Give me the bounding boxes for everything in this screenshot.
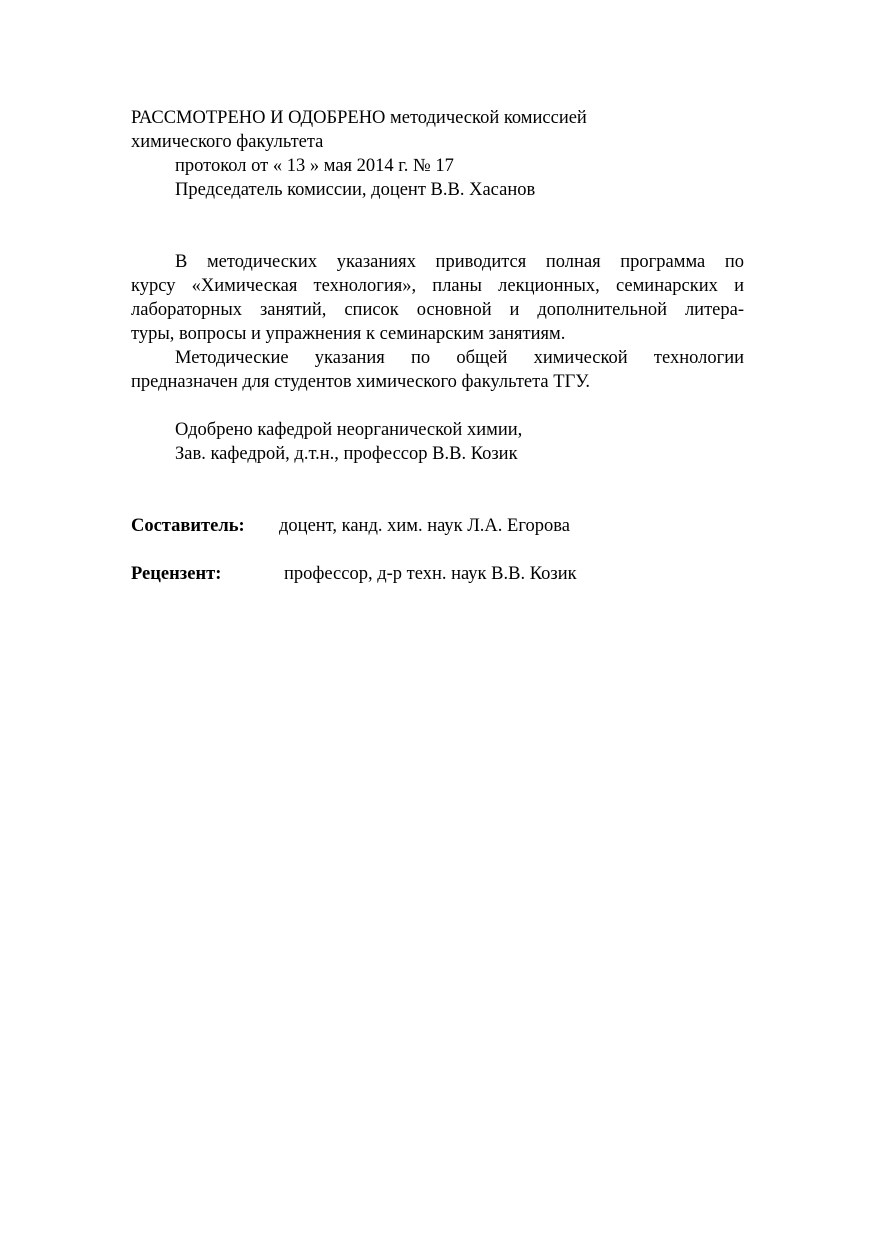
reviewer-value: профессор, д-р техн. наук В.В. Козик	[284, 564, 577, 584]
compiler-label: Составитель:	[131, 516, 245, 536]
description-p1-line-1: В методических указаниях приводится полная программа по	[175, 252, 744, 272]
compiler-value: доцент, канд. хим. наук Л.А. Егорова	[279, 516, 570, 536]
department-line-1: Одобрено кафедрой неорганической химии,	[175, 420, 523, 440]
department-line-2: Зав. кафедрой, д.т.н., профессор В.В. Козик	[175, 444, 518, 464]
reviewer-label: Рецензент:	[131, 564, 222, 584]
approval-line-2: химического факультета	[131, 132, 324, 152]
description-p2-line-2: предназначен для студентов химического факультета ТГУ.	[131, 372, 590, 392]
description-p1-line-2: курсу «Химическая технология», планы лекционных, семинарских и	[131, 276, 744, 296]
approval-line-1: РАССМОТРЕНО И ОДОБРЕНО методической комиссией	[131, 108, 587, 128]
description-p1-line-3: лабораторных занятий, список основной и дополнительной литера-	[131, 300, 744, 320]
description-p1-line-4: туры, вопросы и упражнения к семинарским занятиям.	[131, 324, 566, 344]
protocol-line: протокол от « 13 » мая 2014 г. № 17	[175, 156, 454, 176]
description-p2-line-1: Методические указания по общей химической технологии	[175, 348, 744, 368]
chairman-line: Председатель комиссии, доцент В.В. Хасанов	[175, 180, 536, 200]
